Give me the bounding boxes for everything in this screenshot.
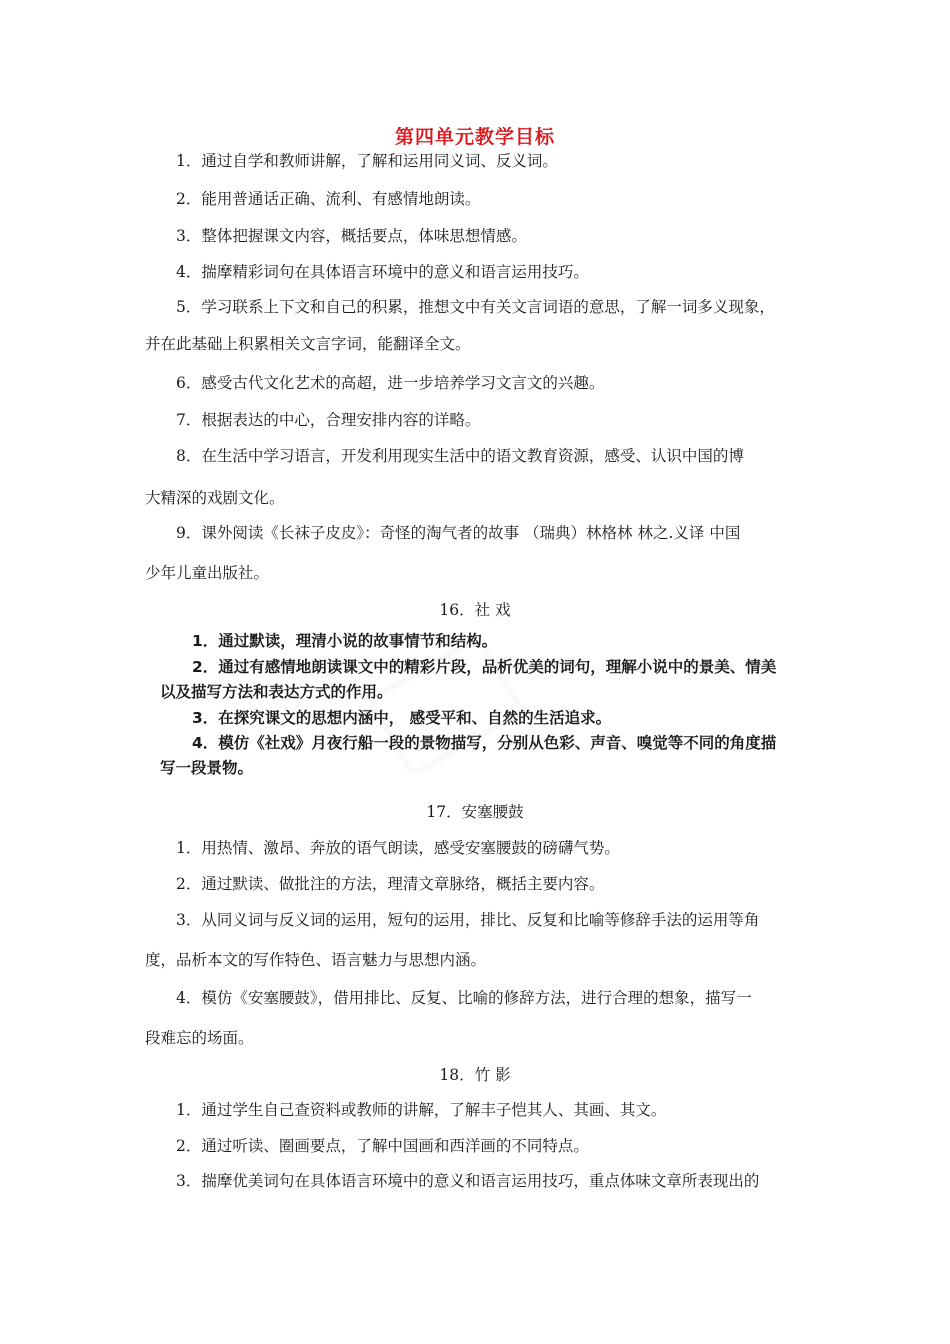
lesson-heading: 18．竹 影 (439, 1066, 511, 1084)
goal-line: 以及描写方法和表达方式的作用。 (160, 683, 393, 701)
goal-line: 少年儿童出版社。 (145, 564, 270, 582)
goal-line: 2．通过默读、做批注的方法，理清文章脉络，概括主要内容。 (176, 875, 605, 893)
goal-line: 4．模仿《安塞腰鼓》，借用排比、反复、比喻的修辞方法，进行合理的想象，描写一 (176, 989, 752, 1007)
lesson-heading: 16．社 戏 (439, 601, 511, 619)
goal-line: 9．课外阅读《长袜子皮皮》：奇怪的淘气者的故事 （瑞典）林格林 林之.义译 中国 (176, 524, 741, 542)
goal-line: 8．在生活中学习语言，开发利用现实生活中的语文教育资源，感受、认识中国的博 (176, 447, 744, 465)
goal-line: 2．能用普通话正确、流利、有感情地朗读。 (176, 190, 481, 208)
goal-line: 大精深的戏剧文化。 (145, 489, 285, 507)
goal-line: 1．通过默读，理清小说的故事情节和结构。 (192, 632, 498, 650)
goal-line: 7．根据表达的中心，合理安排内容的详略。 (176, 411, 481, 429)
goal-line: 1．用热情、激昂、奔放的语气朗读，感受安塞腰鼓的磅礴气势。 (176, 839, 620, 857)
lesson-heading: 17．安塞腰鼓 (426, 803, 524, 821)
page-title: 第四单元教学目标 (394, 126, 555, 148)
goal-line: 并在此基础上积累相关文言字词，能翻译全文。 (145, 335, 471, 353)
goal-line: 1．通过学生自己查资料或教师的讲解，了解丰子恺其人、其画、其文。 (176, 1101, 667, 1119)
goal-line: 2．通过听读、圈画要点，了解中国画和西洋画的不同特点。 (176, 1137, 589, 1155)
watermark (366, 633, 526, 779)
goal-line: 3．揣摩优美词句在具体语言环境中的意义和语言运用技巧，重点体味文章所表现出的 (176, 1172, 760, 1190)
goal-line: 4．模仿《社戏》月夜行船一段的景物描写，分别从色彩、声音、嗅觉等不同的角度描 (192, 734, 777, 752)
goal-line: 1．通过自学和教师讲解，了解和运用同义词、反义词。 (176, 152, 558, 170)
goal-line: 6．感受古代文化艺术的高超，进一步培养学习文言文的兴趣。 (176, 374, 605, 392)
goal-line: 写一段景物。 (160, 759, 254, 777)
goal-line: 2．通过有感情地朗读课文中的精彩片段，品析优美的词句，理解小说中的景美、情美 (192, 658, 777, 676)
goal-line: 4．揣摩精彩词句在具体语言环境中的意义和语言运用技巧。 (176, 263, 589, 281)
goal-line: 3．从同义词与反义词的运用，短句的运用，排比、反复和比喻等修辞手法的运用等角 (176, 911, 760, 929)
goal-line: 3．在探究课文的思想内涵中， 感受平和、自然的生活追求。 (192, 709, 612, 727)
goal-line: 3．整体把握课文内容，概括要点，体味思想情感。 (176, 227, 527, 245)
goal-line: 度，品析本文的写作特色、语言魅力与思想内涵。 (145, 951, 487, 969)
goal-line: 5．学习联系上下文和自己的积累，推想文中有关文言词语的意思，了解一词多义现象， (176, 298, 775, 316)
goal-line: 段难忘的场面。 (145, 1029, 254, 1047)
